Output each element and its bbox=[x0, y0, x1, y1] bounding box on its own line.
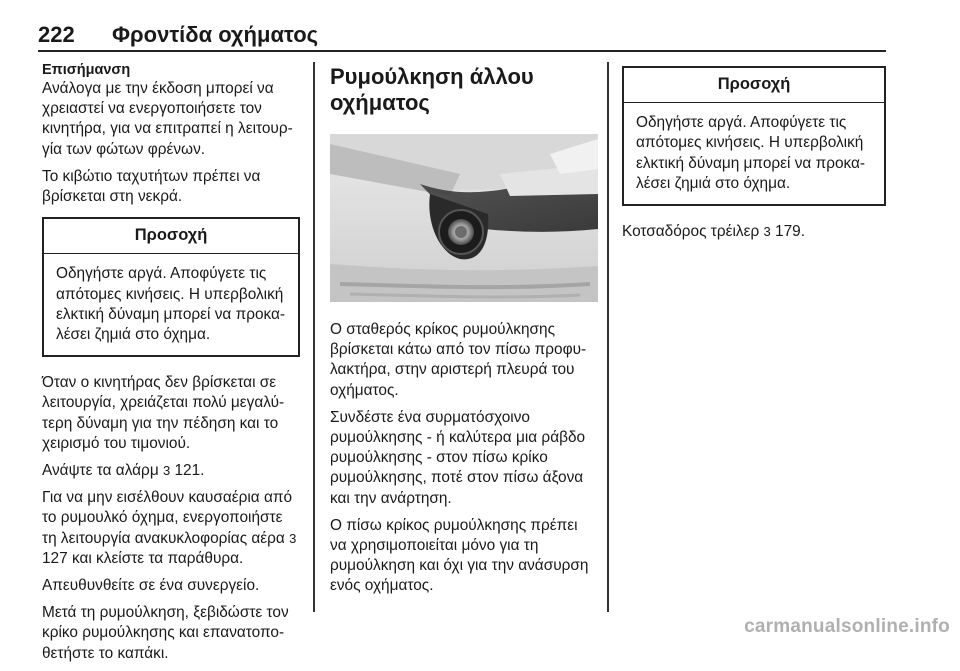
column-divider bbox=[313, 62, 315, 612]
section-title: Ρυμούλκηση άλλου οχήματος bbox=[330, 64, 534, 115]
page-header bbox=[38, 18, 886, 52]
column-right bbox=[622, 62, 886, 249]
paragraph-usage: Ο πίσω κρίκος ρυμούλκησης πρέπει να χρησιμοποιείται μόνο για τη ρυμούλκηση και όχι για την ανάσυρση ενός οχήματος. bbox=[330, 516, 589, 595]
air-ref: 127 και κλείστε τα παράθυρα. bbox=[42, 549, 244, 567]
warning-text: Οδηγήστε αργά. Αποφύγετε τις απότομες κινήσεις. Η υπερβολική ελκτική δύναμη μπορεί να προκα- λέσει ζημιά στο όχημα. bbox=[56, 265, 286, 344]
hazard-text: Ανάψτε τα αλάρμ bbox=[42, 462, 159, 480]
warning-box bbox=[42, 217, 300, 357]
warning-text: Οδηγήστε αργά. Αποφύγετε τις απότομες κινήσεις. Η υπερβολική ελκτική δύναμη μπορεί να προκα- λέσει ζημιά στο όχημα. bbox=[636, 114, 866, 192]
column-divider bbox=[607, 62, 609, 612]
towing-eye-photo bbox=[330, 134, 598, 302]
paragraph-gearbox: Το κιβώτιο ταχυτήτων πρέπει να βρίσκεται στη νεκρά. bbox=[42, 167, 261, 206]
warning-title: Προσοχή bbox=[44, 219, 298, 254]
column-middle bbox=[330, 62, 598, 604]
ref-arrow-icon: 3 bbox=[289, 530, 297, 546]
ref-arrow-icon: 3 bbox=[763, 224, 771, 240]
paragraph-eye-location: Ο σταθερός κρίκος ρυμούλκησης βρίσκεται κάτω από τον πίσω προφυ- λακτήρα, στην αριστερή πλευρά του οχήματος. bbox=[330, 321, 587, 399]
towing-eye-illustration bbox=[330, 134, 598, 302]
paragraph-hazard bbox=[42, 461, 300, 481]
paragraph-contact: Απευθυνθείτε σε ένα συνεργείο. bbox=[42, 577, 260, 595]
air-text: Για να μην εισέλθουν καυσαέρια από το ρυμουλκό όχημα, ενεργοποιήστε τη λειτουργία ανακυκλοφορίας αέρα bbox=[42, 489, 293, 547]
trailer-ref: 179. bbox=[775, 223, 806, 241]
ref-arrow-icon: 3 bbox=[162, 463, 171, 479]
note-text: Ανάλογα με την έκδοση μπορεί να χρειαστεί να ενεργοποιήσετε τον κινητήρα, για να επιτραπεί η λειτουρ- γία των φώτων φρένων. bbox=[42, 80, 293, 158]
trailer-text: Κοτσαδόρος τρέιλερ bbox=[622, 223, 760, 241]
paragraph-trailer bbox=[622, 222, 886, 242]
paragraph-after: Μετά τη ρυμούλκηση, ξεβιδώστε τον κρίκο ρυμούλκησης και επανατοπο- θετήστε το καπάκι. bbox=[42, 604, 289, 662]
page-number: 222 bbox=[38, 22, 75, 47]
watermark: carmanualsonline.info bbox=[744, 616, 950, 637]
warning-box bbox=[622, 66, 886, 206]
paragraph-air bbox=[42, 488, 300, 569]
hazard-ref: 121. bbox=[174, 462, 205, 480]
page-title: Φροντίδα οχήματος bbox=[112, 22, 319, 47]
paragraph-connect: Συνδέστε ένα συρματόσχοινο ρυμούλκησης - ή καλύτερα μια ράβδο ρυμούλκησης - στον πίσω κρίκο ρυμούλκησης, ποτέ στον πίσω άξονα και την ανάρτηση. bbox=[330, 408, 586, 507]
paragraph-engine-off: Όταν ο κινητήρας δεν βρίσκεται σε λειτουργία, χρειάζεται πολύ μεγαλύ- τερη δύναμη για την πέδηση και το χειρισμό του τιμονιού. bbox=[42, 374, 285, 452]
note-title: Επισήμανση bbox=[42, 62, 131, 78]
column-left bbox=[42, 62, 300, 671]
warning-title: Προσοχή bbox=[624, 68, 884, 103]
